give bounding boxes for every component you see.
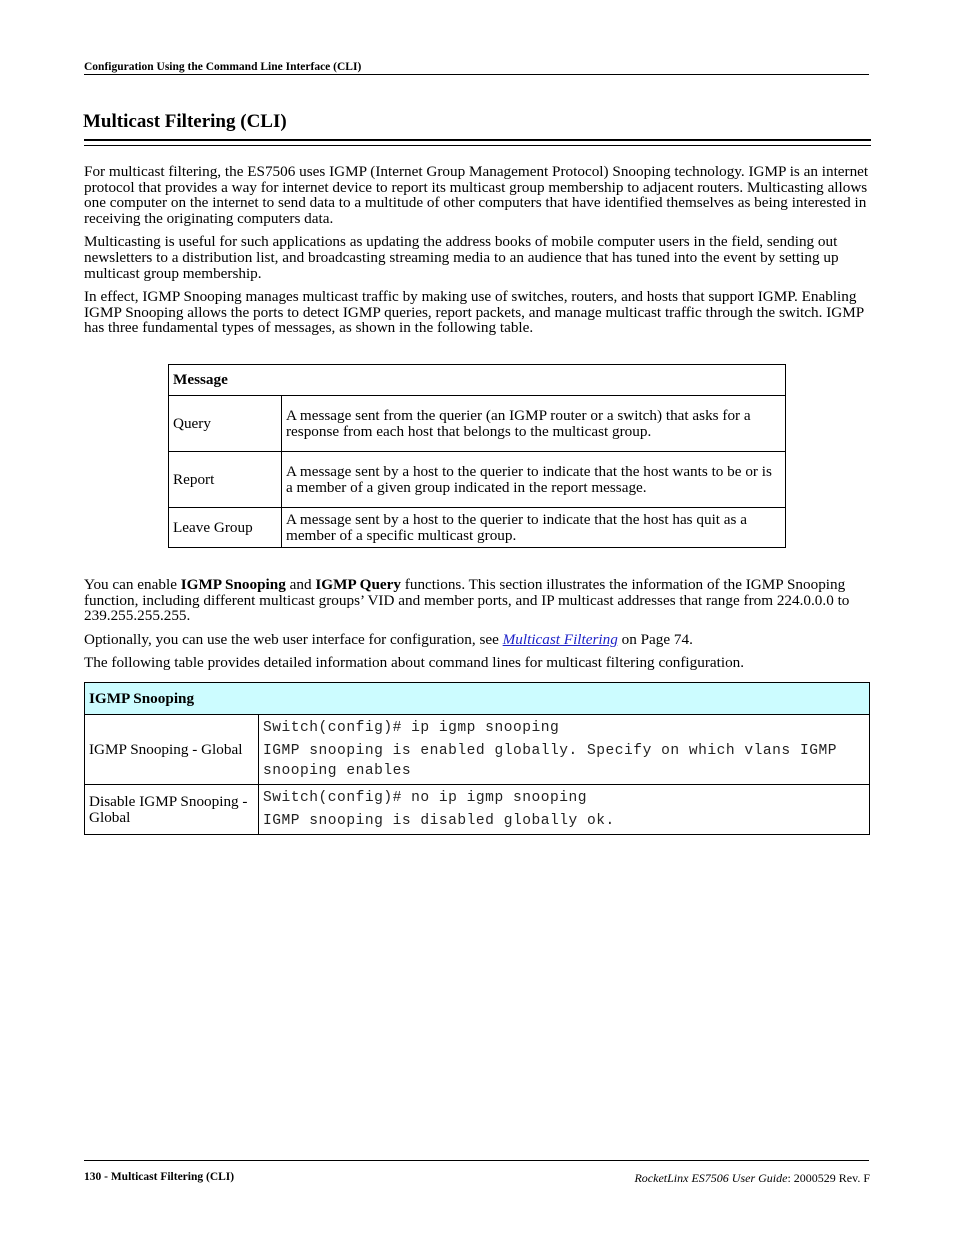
command-name: Disable IGMP Snooping - Global — [85, 785, 259, 835]
igmp-snooping-table — [84, 682, 870, 835]
message-name: Report — [169, 452, 282, 508]
igmp-query-term: IGMP Query — [315, 576, 401, 593]
multicast-filtering-link[interactable]: Multicast Filtering — [502, 630, 618, 648]
running-header — [84, 57, 869, 75]
message-description: A message sent by a host to the querier to indicate that the host wants to be or is a member of a given group indicated in the report message. — [282, 452, 786, 508]
intro-paragraph-1: For multicast filtering, the ES7506 uses IGMP (Internet Group Management Protocol) Snooping technology. IGMP is an internet protocol that provides a way for internet device to report its multicast group membership to adjacent routers. Multicasting allows one computer on the internet to send data to a multitude of other computers that have identified themselves as being interested in receiving the originating computers data. — [84, 163, 869, 227]
intro-text — [84, 164, 870, 344]
footer-rule — [84, 1160, 869, 1161]
igmp-table-header: IGMP Snooping — [85, 683, 870, 715]
igmp-snooping-term: IGMP Snooping — [180, 576, 286, 593]
intro-paragraph-2: Multicasting is useful for such applications as updating the address books of mobile computer users in the field, sending out newsletters to a distribution list, and broadcasting streaming media to an audience that has tuned into the event by setting up multicast group membership. — [84, 233, 839, 282]
intro-paragraph-3: In effect, IGMP Snooping manages multicast traffic by making use of switches, routers, and hosts that support IGMP. Enabling IGMP Snooping allows the ports to detect IGMP queries, report packets, and manage multicast traffic through the switch. IGMP has three fundamental types of messages, as shown in the following table. — [84, 288, 864, 337]
table-row — [85, 715, 870, 785]
table-row — [169, 452, 786, 508]
header-rule — [84, 74, 869, 75]
cli-output: IGMP snooping is enabled globally. Specify on which vlans IGMP snooping enables — [263, 743, 837, 779]
message-table — [168, 364, 786, 548]
section-title: Multicast Filtering (CLI) — [83, 111, 287, 132]
message-table-header-row — [169, 365, 786, 396]
command-name: IGMP Snooping - Global — [85, 715, 259, 785]
footer-page-label: 130 - Multicast Filtering (CLI) — [84, 1171, 235, 1183]
cli-output: IGMP snooping is disabled globally ok. — [263, 813, 615, 829]
message-name: Leave Group — [169, 508, 282, 548]
message-description: A message sent by a host to the querier to indicate that the host has quit as a member of a specific multicast group. — [282, 508, 786, 548]
command-cell — [259, 785, 870, 835]
command-cell — [259, 715, 870, 785]
message-description: A message sent from the querier (an IGMP router or a switch) that asks for a response from each host that belongs to the multicast group. — [282, 396, 786, 452]
footer-guide-title: RocketLinx ES7506 User Guide — [634, 1171, 788, 1185]
title-rule — [84, 139, 871, 146]
table-row — [85, 785, 870, 835]
footer-document-id — [634, 1171, 870, 1186]
footer-revision: : 2000529 Rev. F — [787, 1171, 870, 1185]
config-text — [84, 577, 870, 679]
cli-command: Switch(config)# no ip igmp snooping — [263, 790, 588, 806]
message-name: Query — [169, 396, 282, 452]
cli-command: Switch(config)# ip igmp snooping — [263, 720, 560, 736]
running-header-title: Configuration Using the Command Line Interface (CLI) — [84, 61, 362, 73]
igmp-table-header-row — [85, 683, 870, 715]
message-table-header: Message — [169, 365, 786, 396]
table-row — [169, 396, 786, 452]
table-row — [169, 508, 786, 548]
web-ui-paragraph: Optionally, you can use the web user interface for configuration, see Multicast Filtering on Page 74. — [84, 630, 693, 648]
table-intro-paragraph: The following table provides detailed information about command lines for multicast filtering configuration. — [84, 654, 745, 672]
igmp-enable-paragraph: You can enable IGMP Snooping and IGMP Query functions. This section illustrates the information of the IGMP Snooping function, including different multicast groups’ VID and member ports, and IP multicast addresses that range from 224.0.0.0 to 239.255.255.255. — [84, 576, 850, 625]
